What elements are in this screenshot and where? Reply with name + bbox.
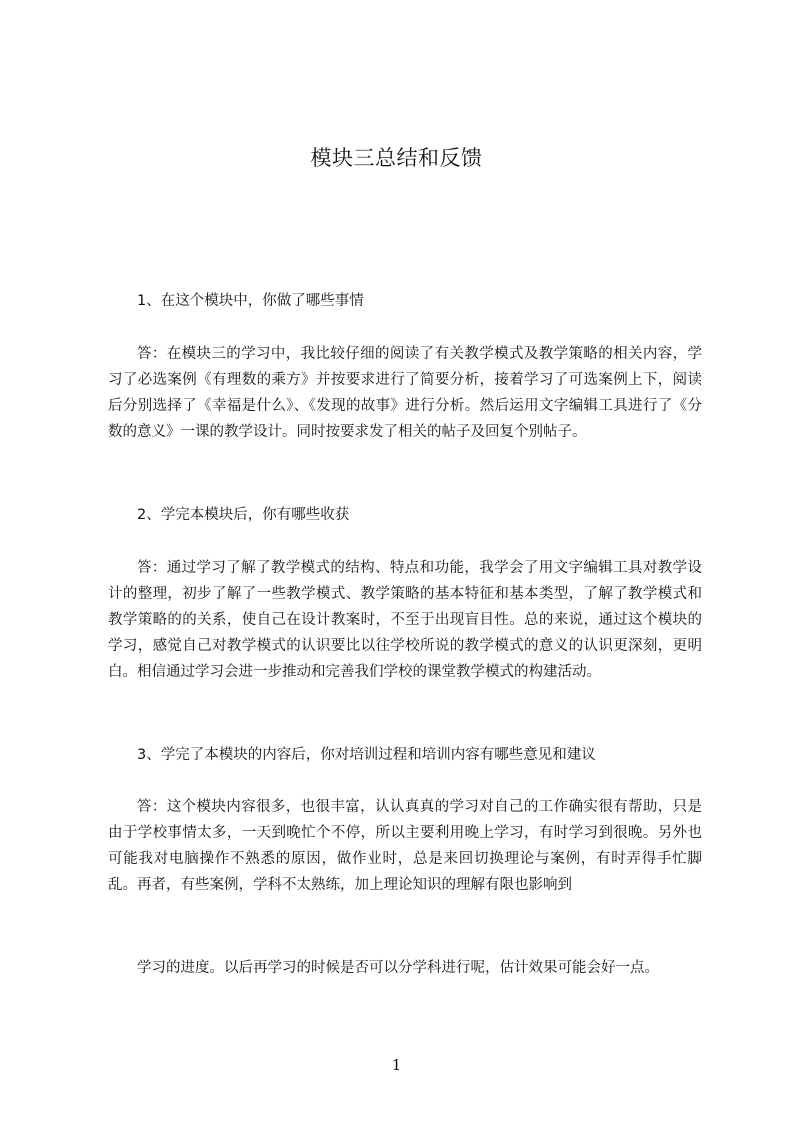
answer-3-continuation: 学习的进度。以后再学习的时候是否可以分学科进行呢，估计效果可能会好一点。 xyxy=(137,960,659,976)
page-number: 1 xyxy=(391,1056,402,1074)
answer-2: 答：通过学习了解了教学模式的结构、特点和功能，我学会了用文字编辑工具对教学设计的整理，初步了解了一些教学模式、教学策略的基本特征和基本类型，了解了教学模式和教学策略的的关系，使自己在设计教案时，不至于出现盲目性。总的来说，通过这个模块的学习，感觉自己对教学模式的认识要比以往学校所说的教学模式的意义的认识更深刻，更明白。相信通过学习会进一步推动和完善我们学校的课堂教学模式的构建活动。 xyxy=(108,560,702,680)
question-3: 3、学完了本模块的内容后，你对培训过程和培训内容有哪些意见和建议 xyxy=(137,747,596,763)
question-2: 2、学完本模块后，你有哪些收获 xyxy=(137,507,350,523)
document-title: 模块三总结和反馈 xyxy=(310,146,483,170)
answer-3: 答：这个模块内容很多，也很丰富，认认真真的学习对自己的工作确实很有帮助，只是由于学校事情太多，一天到晚忙个不停，所以主要利用晚上学习，有时学习到很晚。另外也可能我对电脑操作不熟悉的原因，做作业时，总是来回切换理论与案例，有时弄得手忙脚乱。再者，有些案例，学科不太熟练，加上理论知识的理解有限也影响到 xyxy=(108,799,702,893)
question-1: 1、在这个模块中，你做了哪些事情 xyxy=(137,293,364,309)
answer-1: 答：在模块三的学习中，我比较仔细的阅读了有关教学模式及教学策略的相关内容，学习了必选案例《有理数的乘方》并按要求进行了简要分析，接着学习了可选案例上下，阅读后分别选择了《幸福是什么》、《发现的故事》进行分析。然后运用文字编辑工具进行了《分数的意义》一课的教学设计。同时按要求发了相关的帖子及回复个别帖子。 xyxy=(108,346,702,440)
